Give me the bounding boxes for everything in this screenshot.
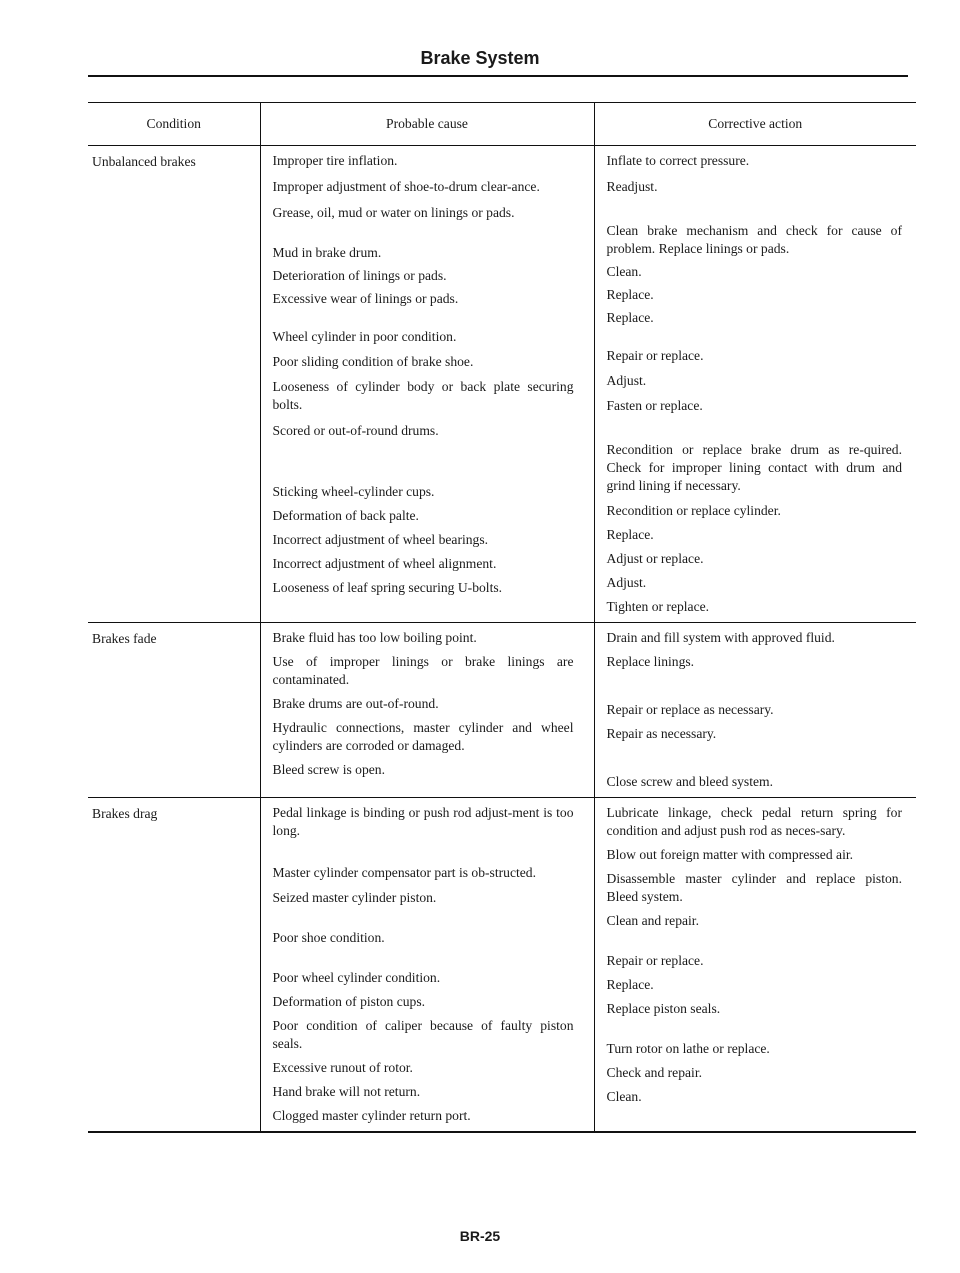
action-item: Replace. [606, 527, 654, 542]
action-item: Clean. [606, 264, 642, 279]
action-item: Repair or replace. [606, 348, 704, 363]
cause-item: Deterioration of linings or pads. [272, 268, 447, 283]
cause-item: Mud in brake drum. [272, 245, 382, 260]
action-item: Replace. [606, 287, 654, 302]
action-item: Clean brake mechanism and check for cause of problem. Replace linings or pads. [606, 223, 902, 256]
action-item: Inflate to correct pressure. [606, 153, 750, 168]
action-item: Repair or replace. [606, 953, 704, 968]
causes-cell [260, 623, 594, 798]
cause-item: Incorrect adjustment of wheel alignment. [272, 556, 497, 571]
troubleshooting-table [88, 102, 916, 1133]
action-item: Fasten or replace. [606, 398, 703, 413]
cause-item: Hydraulic connections, master cylinder and wheel cylinders are corroded or damaged. [272, 720, 574, 753]
table-row [88, 146, 916, 623]
table-row [88, 798, 916, 1133]
cause-item: Use of improper linings or brake linings are contaminated. [272, 654, 574, 687]
page-number: BR-25 [459, 1228, 501, 1244]
cause-item: Poor sliding condition of brake shoe. [272, 354, 474, 369]
cause-item: Excessive wear of linings or pads. [272, 291, 459, 306]
condition-cell: Unbalanced brakes [88, 146, 260, 623]
action-item: Repair as necessary. [606, 726, 717, 741]
header-condition: Condition [88, 103, 260, 146]
cause-item: Hand brake will not return. [272, 1084, 421, 1099]
title-rule [88, 75, 908, 77]
cause-item: Improper tire inflation. [272, 153, 398, 168]
actions-cell [594, 798, 916, 1133]
cause-item: Wheel cylinder in poor condition. [272, 329, 457, 344]
causes-cell [260, 146, 594, 623]
action-item: Replace. [606, 310, 654, 325]
cause-item: Poor shoe condition. [272, 930, 385, 945]
cause-item: Brake fluid has too low boiling point. [272, 630, 477, 645]
action-item: Tighten or replace. [606, 599, 710, 614]
table-header [88, 103, 916, 146]
cause-item: Looseness of cylinder body or back plate securing bolts. [272, 379, 574, 412]
cause-item: Looseness of leaf spring securing U-bolts. [272, 580, 503, 595]
action-item: Check and repair. [606, 1065, 702, 1080]
action-item: Disassemble master cylinder and replace piston. Bleed system. [606, 871, 902, 904]
action-item: Readjust. [606, 179, 658, 194]
action-item: Adjust or replace. [606, 551, 704, 566]
cause-item: Bleed screw is open. [272, 762, 385, 777]
cause-item: Clogged master cylinder return port. [272, 1108, 471, 1123]
cause-item: Excessive runout of rotor. [272, 1060, 413, 1075]
cause-item: Seized master cylinder piston. [272, 890, 437, 905]
header-probable-cause: Probable cause [260, 103, 594, 146]
action-item: Clean. [606, 1089, 642, 1104]
action-item: Blow out foreign matter with compressed air. [606, 847, 854, 862]
action-item: Turn rotor on lathe or replace. [606, 1041, 770, 1056]
causes-cell [260, 798, 594, 1133]
action-item: Lubricate linkage, check pedal return spring for condition and adjust push rod as neces-sary. [606, 805, 902, 838]
action-item: Close screw and bleed system. [606, 774, 773, 789]
cause-item: Master cylinder compensator part is ob-structed. [272, 865, 536, 880]
page-title: Brake System [420, 48, 540, 68]
cause-item: Incorrect adjustment of wheel bearings. [272, 532, 489, 547]
action-item: Replace linings. [606, 654, 695, 669]
actions-cell [594, 146, 916, 623]
action-item: Adjust. [606, 373, 647, 388]
cause-item: Grease, oil, mud or water on linings or pads. [272, 205, 515, 220]
action-item: Repair or replace as necessary. [606, 702, 774, 717]
action-item: Recondition or replace cylinder. [606, 503, 781, 518]
cause-item: Pedal linkage is binding or push rod adjust-ment is too long. [272, 805, 574, 838]
cause-item: Scored or out-of-round drums. [272, 423, 439, 438]
action-item: Drain and fill system with approved fluid. [606, 630, 835, 645]
cause-item: Sticking wheel-cylinder cups. [272, 484, 435, 499]
cause-item: Poor wheel cylinder condition. [272, 970, 441, 985]
action-item: Replace. [606, 977, 654, 992]
action-item: Recondition or replace brake drum as re-quired. Check for improper lining contact with drum and grind lining if necessary. [606, 442, 902, 493]
condition-cell: Brakes drag [88, 798, 260, 1133]
header-corrective-action: Corrective action [594, 103, 916, 146]
condition-cell: Brakes fade [88, 623, 260, 798]
action-item: Clean and repair. [606, 913, 699, 928]
cause-item: Improper adjustment of shoe-to-drum clear-ance. [272, 179, 540, 194]
table-row [88, 623, 916, 798]
table-body [88, 146, 916, 1133]
cause-item: Brake drums are out-of-round. [272, 696, 439, 711]
action-item: Adjust. [606, 575, 647, 590]
header-row [88, 103, 916, 146]
action-item: Replace piston seals. [606, 1001, 721, 1016]
cause-item: Deformation of piston cups. [272, 994, 426, 1009]
cause-item: Poor condition of caliper because of faulty piston seals. [272, 1018, 574, 1051]
cause-item: Deformation of back palte. [272, 508, 419, 523]
actions-cell [594, 623, 916, 798]
